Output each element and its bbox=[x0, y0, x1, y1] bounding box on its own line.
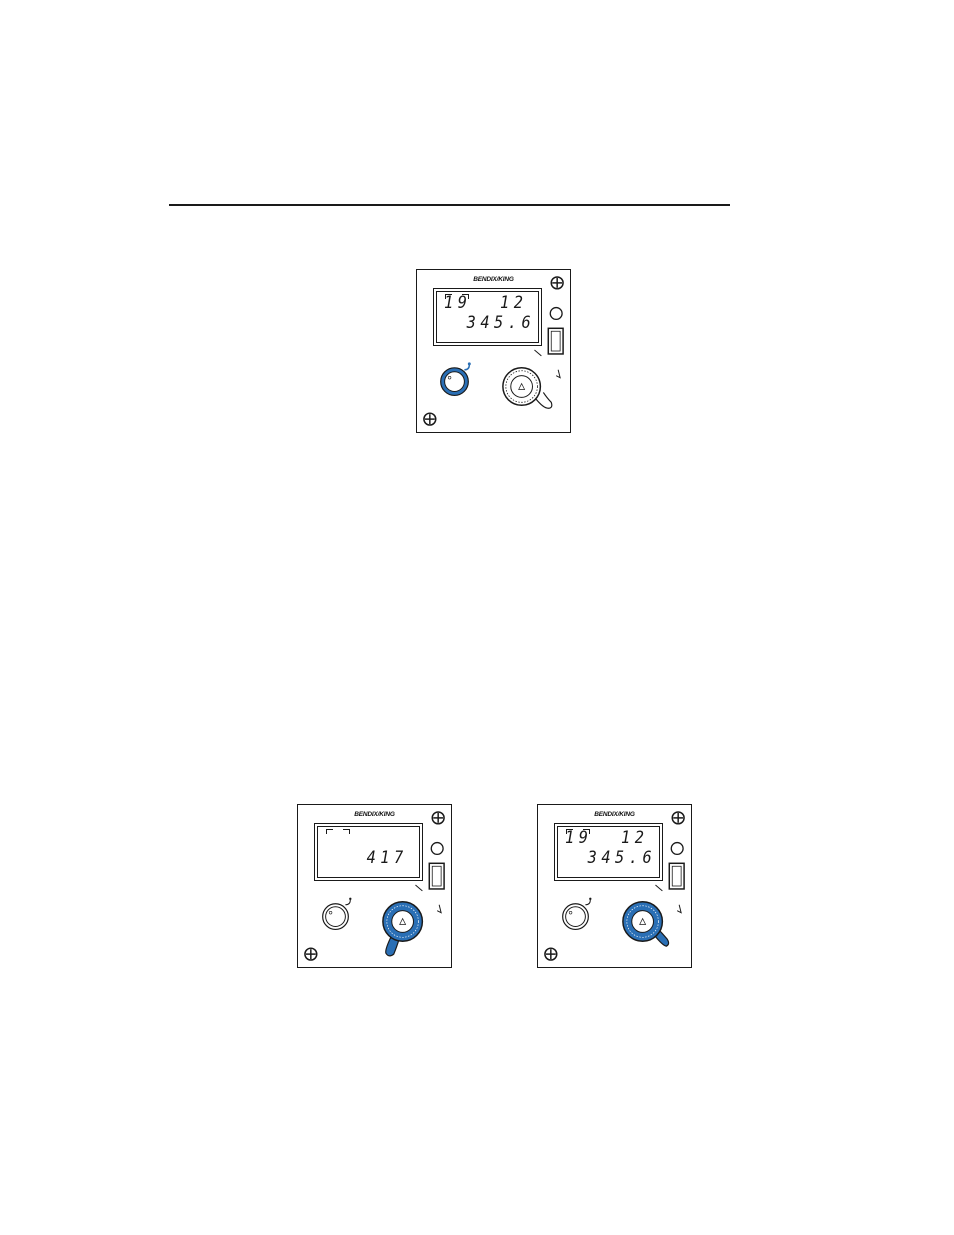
radio-panel-1 bbox=[416, 269, 571, 433]
left-knob[interactable] bbox=[323, 898, 352, 930]
display-line2: 345.6 bbox=[587, 848, 656, 868]
indicator-light bbox=[671, 843, 683, 855]
display-line1-right: 12 bbox=[500, 293, 528, 313]
right-knob[interactable] bbox=[623, 902, 669, 946]
brand-logo: BENDIX/KING bbox=[354, 811, 395, 818]
screw-icon bbox=[672, 812, 684, 824]
screw-icon bbox=[551, 277, 563, 289]
left-knob[interactable] bbox=[563, 898, 592, 930]
indicator-light bbox=[431, 843, 443, 855]
radio-panel-2 bbox=[297, 804, 452, 968]
display-line2: 345.6 bbox=[466, 313, 535, 333]
page-divider-rule bbox=[169, 204, 730, 206]
indicator-light bbox=[550, 308, 562, 320]
brand-logo: BENDIX/KING bbox=[473, 276, 514, 283]
screw-icon bbox=[305, 948, 317, 960]
display-line1-right: 12 bbox=[621, 828, 649, 848]
screw-icon bbox=[545, 948, 557, 960]
right-knob[interactable] bbox=[503, 368, 552, 408]
function-button[interactable] bbox=[429, 863, 444, 889]
function-button[interactable] bbox=[548, 328, 563, 354]
screw-icon bbox=[424, 413, 436, 425]
screw-icon bbox=[432, 812, 444, 824]
display-line1-left: 19 bbox=[444, 293, 472, 313]
function-button[interactable] bbox=[669, 863, 684, 889]
display-line1-left: 19 bbox=[565, 828, 593, 848]
brand-logo: BENDIX/KING bbox=[594, 811, 635, 818]
radio-panel-3 bbox=[537, 804, 692, 968]
right-knob[interactable] bbox=[383, 902, 422, 956]
display-line2: 417 bbox=[366, 848, 408, 868]
left-knob[interactable] bbox=[441, 362, 471, 395]
